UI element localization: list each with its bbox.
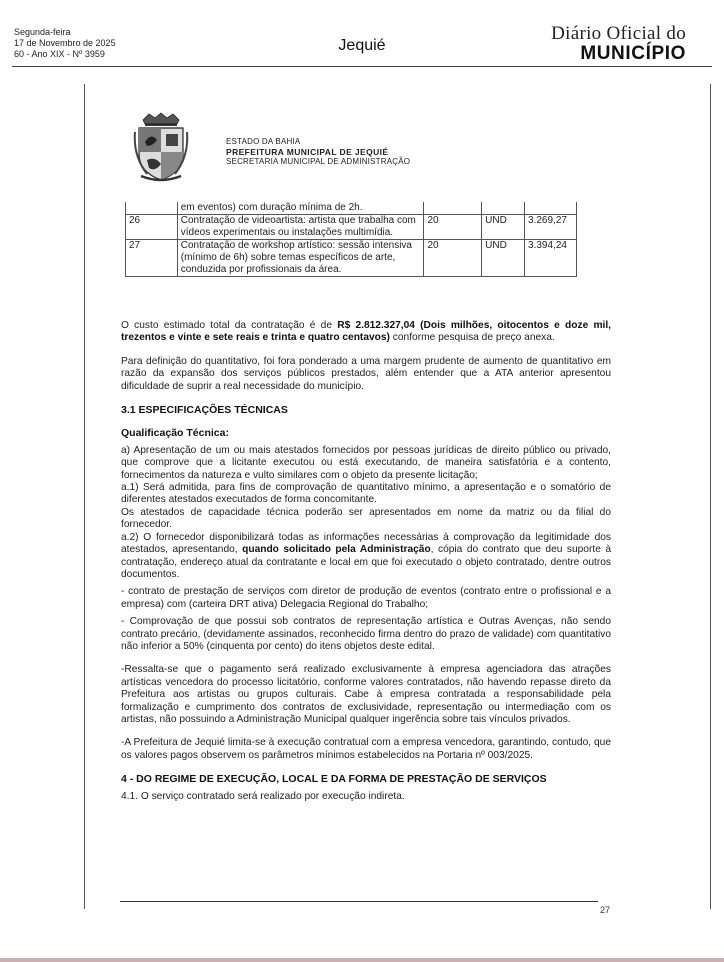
item-price (525, 202, 577, 215)
section-heading-3-1: 3.1 ESPECIFICAÇÕES TÉCNICAS (121, 404, 288, 417)
item-number: 27 (126, 240, 178, 277)
prefecture-label: PREFEITURA MUNICIPAL DE JEQUIÉ (226, 147, 389, 157)
cost-paragraph (121, 320, 611, 345)
item-4-1: 4.1. O serviço contratado será realizado por execução indireta. (121, 790, 405, 802)
items-table (125, 202, 577, 277)
item-contrato: - contrato de prestação de serviços com diretor de produção de eventos (contrato entre o profissional e a empresa) com (carteira DRT ativa) Delegacia Regional do Trabalho; (121, 586, 611, 610)
item-a2 (121, 532, 611, 582)
document-body (121, 320, 611, 803)
item-number (126, 202, 178, 215)
footer-divider (120, 901, 598, 902)
item-comprovacao: - Comprovação de que possui sob contratos de representação artística e Outras Avenças, não sendo contrato precário, (devidamente assinados, reconhecido firma dentro do prazo de validade) com quantitativo não inferior a 50% (cinquenta por cento) do itens objetos deste edital. (121, 616, 611, 652)
municipal-crest-icon (133, 112, 189, 182)
item-quantity (424, 202, 482, 215)
item-a2-emphasis: quando solicitado pela Administração (242, 544, 431, 556)
state-label: ESTADO DA BAHIA (226, 137, 301, 146)
item-a2-outro: , cópia do contrato que deu suporte à contratação, endereço atual da contratante e local em que foi executado o objeto contratado, dentre outros documentos. (121, 544, 612, 580)
edition-number: 60 - Ano XIX - Nº 3959 (14, 49, 105, 59)
item-description: Contratação de workshop artístico: sessão intensiva (mínimo de 6h) sobre temas específicos de arte, conduzida por profissionais da área. (177, 240, 424, 277)
quantitative-paragraph: Para definição do quantitativo, foi fora ponderado a uma margem prudente de aumento de quantitativo em razão da expansão dos serviços públicos prestados, além entender que a ATA anterior apresentou dificuldade de suprir a real necessidade do município. (121, 355, 611, 392)
weekday: Segunda-feira (14, 27, 71, 37)
logo-line1: Diário Oficial do (551, 23, 686, 44)
publication-date: 17 de Novembro de 2025 (14, 38, 116, 48)
item-unit: UND (482, 240, 525, 277)
cost-amount: R$ 2.812.327,04 (Dois milhões, oitocentos e doze mil, trezentos e vinte e sete reais e trinta e quatro centavos) (121, 320, 612, 344)
cost-outro: conforme pesquisa de preço anexa. (389, 332, 555, 344)
item-unit (482, 202, 525, 215)
item-price: 3.394,24 (525, 240, 577, 277)
letterhead (226, 137, 410, 167)
secretariat-label: SECRETARIA MUNICIPAL DE ADMINISTRAÇÃO (226, 157, 411, 166)
diario-oficial-logo (551, 24, 686, 63)
section-heading-4: 4 - DO REGIME DE EXECUÇÃO, LOCAL E DA FORMA DE PRESTAÇÃO DE SERVIÇOS (121, 773, 547, 786)
city-name: Jequié (338, 37, 386, 54)
item-description: em eventos) com duração mínima de 2h. (177, 202, 424, 215)
item-description: Contratação de videoartista: artista que trabalha com vídeos experimentais ou instalações multimídia. (177, 215, 424, 240)
table-row (126, 240, 577, 277)
item-unit: UND (482, 215, 525, 240)
item-atestados: Os atestados de capacidade técnica poderão ser apresentados em nome da matriz ou da filial do fornecedor. (121, 506, 611, 531)
item-a: a) Apresentação de um ou mais atestados fornecidos por pessoas jurídicas de direito público ou privado, que comprove que a licitante executou ou está executando, de maneira satisfatória e a contento, fornecimentos da natureza e vulto similares com o objeto da presente licitação; (121, 444, 611, 481)
cost-intro: O custo estimado total da contratação é de (121, 320, 338, 331)
ressalta-paragraph: -Ressalta-se que o pagamento será realizado exclusivamente à empresa agenciadora das atrações artísticas vencedora do processo licitatório, conforme valores contratados, não havendo repasse direto da Prefeitura aos artistas ou grupos culturais. Cabe à empresa contratada a responsabilidade pela formalização e cumprimento dos contratos de exclusividade, representação ou intermediação com os artistas, não possuindo a Administração Municipal qualquer ingerência sobre tais vínculos privados. (121, 664, 611, 725)
next-page-bleed (0, 958, 724, 962)
logo-line2: MUNICÍPIO (580, 43, 686, 64)
table-row (126, 202, 577, 215)
item-number: 26 (126, 215, 178, 240)
item-price: 3.269,27 (525, 215, 577, 240)
item-a1: a.1) Será admitida, para fins de comprovação de quantitativo mínimo, a apresentação e o somatório de diferentes atestados executados de forma concomitante. (121, 482, 611, 506)
header-divider (12, 66, 712, 67)
item-quantity: 20 (424, 240, 482, 277)
item-a2-intro: a.2) O fornecedor disponibilizará todas as informações necessárias à comprovação da legitimidade dos atestados, apresentando, (121, 531, 611, 556)
prefeitura-paragraph: -A Prefeitura de Jequié limita-se à execução contratual com a empresa vencedora, garantindo, contudo, que os valores pagos observem os parâmetros mínimos estabelecidos na Portaria nº 003/2025. (121, 737, 611, 761)
table-row (126, 215, 577, 240)
page-number: 27 (600, 905, 611, 915)
item-quantity: 20 (424, 215, 482, 240)
qualification-title: Qualificação Técnica: (121, 427, 229, 440)
